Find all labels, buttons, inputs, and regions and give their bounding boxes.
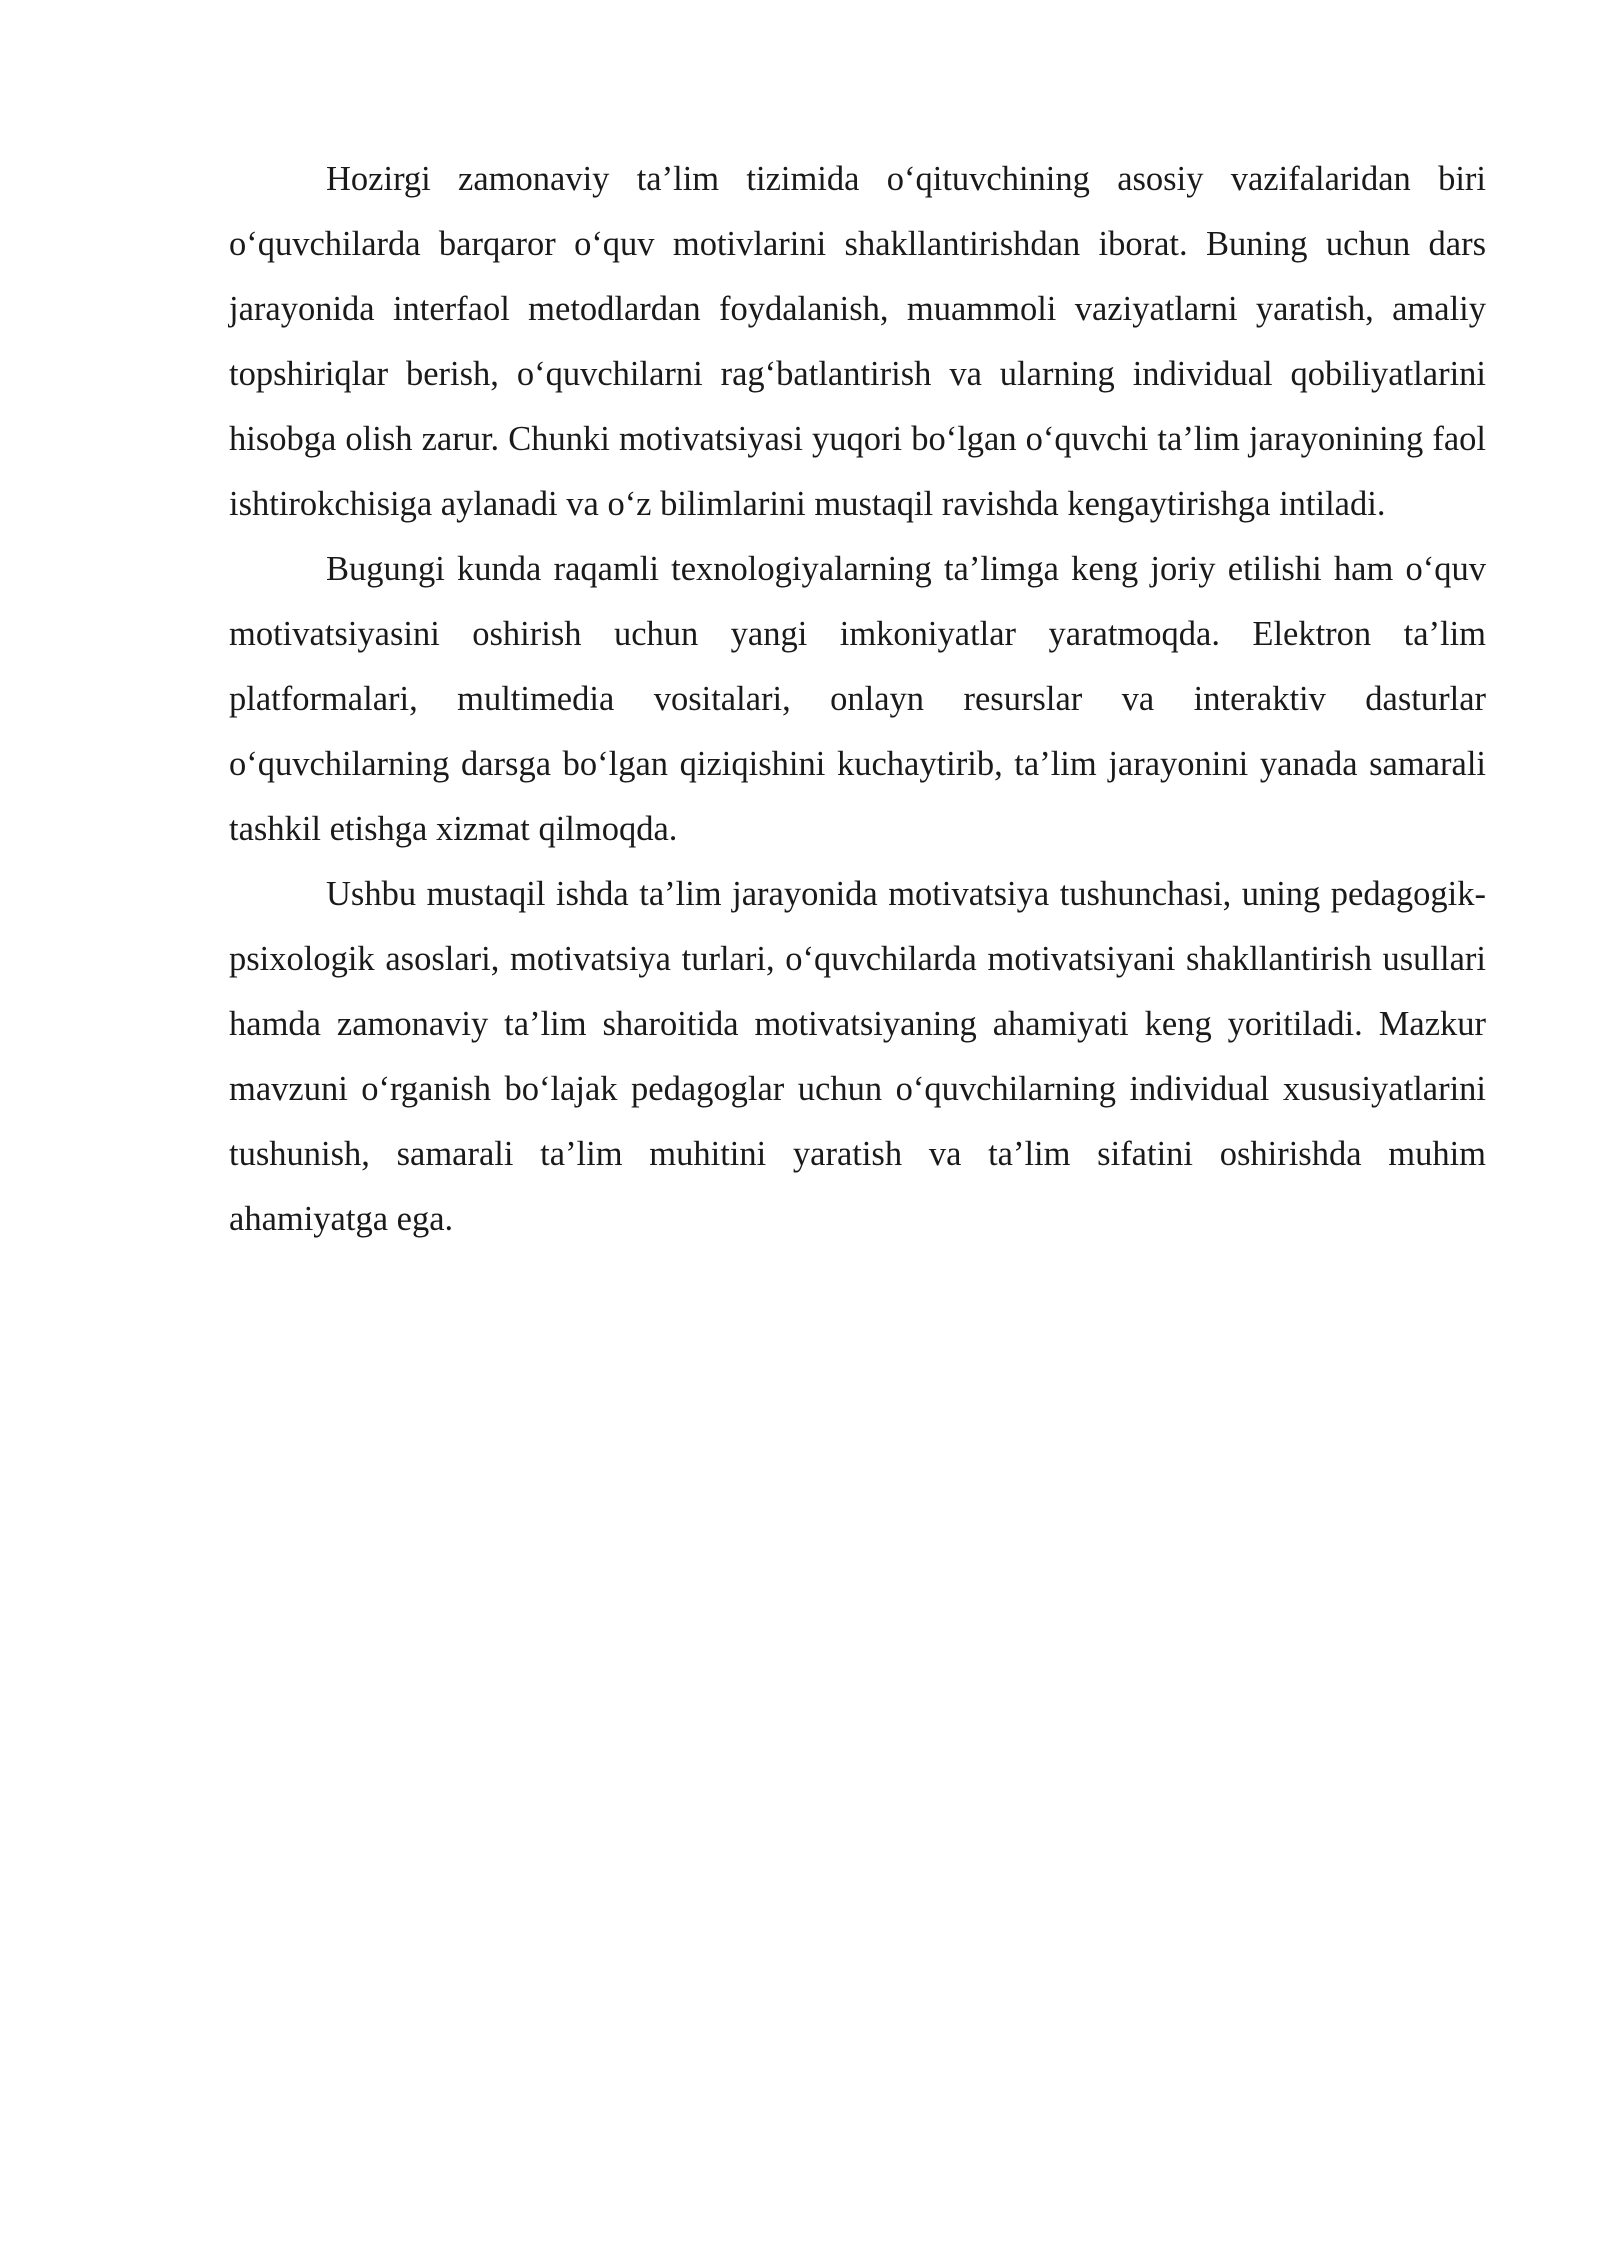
paragraph-2: Bugungi kunda raqamli texnologiyalarning ta’limga keng joriy etilishi ham o‘quv motivatsiyasini oshirish uchun yangi imkoniyatlar yaratmoqda. Elektron ta’lim platformalari, multimedia vositalari, onlayn resurslar va interaktiv dasturlar o‘quvchilarning darsga bo‘lgan qiziqishini kuchaytirib, ta’lim jarayonini yanada samarali tashkil etishga xizmat qilmoqda.	[229, 550, 1486, 848]
paragraph-3: Ushbu mustaqil ishda ta’lim jarayonida motivatsiya tushunchasi, uning pedagogik-psixologik asoslari, motivatsiya turlari, o‘quvchilarda motivatsiyani shakllantirish usullari hamda zamonaviy ta’lim sharoitida motivatsiyaning ahamiyati keng yoritiladi. Mazkur mavzuni o‘rganish bo‘lajak pedagoglar uchun o‘quvchilarning individual xususiyatlarini tushunish, samarali ta’lim muhitini yaratish va ta’lim sifatini oshirishda muhim ahamiyatga ega.	[229, 875, 1486, 1238]
paragraph-1: Hozirgi zamonaviy ta’lim tizimida o‘qituvchining asosiy vazifalaridan biri o‘quvchilarda barqaror o‘quv motivlarini shakllantirishdan iborat. Buning uchun dars jarayonida interfaol metodlardan foydalanish, muammoli vaziyatlarni yaratish, amaliy topshiriqlar berish, o‘quvchilarni rag‘batlantirish va ularning individual qobiliyatlarini hisobga olish zarur. Chunki motivatsiyasi yuqori bo‘lgan o‘quvchi ta’lim jarayonining faol ishtirokchisiga aylanadi va o‘z bilimlarini mustaqil ravishda kengaytirishga intiladi.	[229, 160, 1486, 523]
document-body	[229, 147, 1486, 1252]
